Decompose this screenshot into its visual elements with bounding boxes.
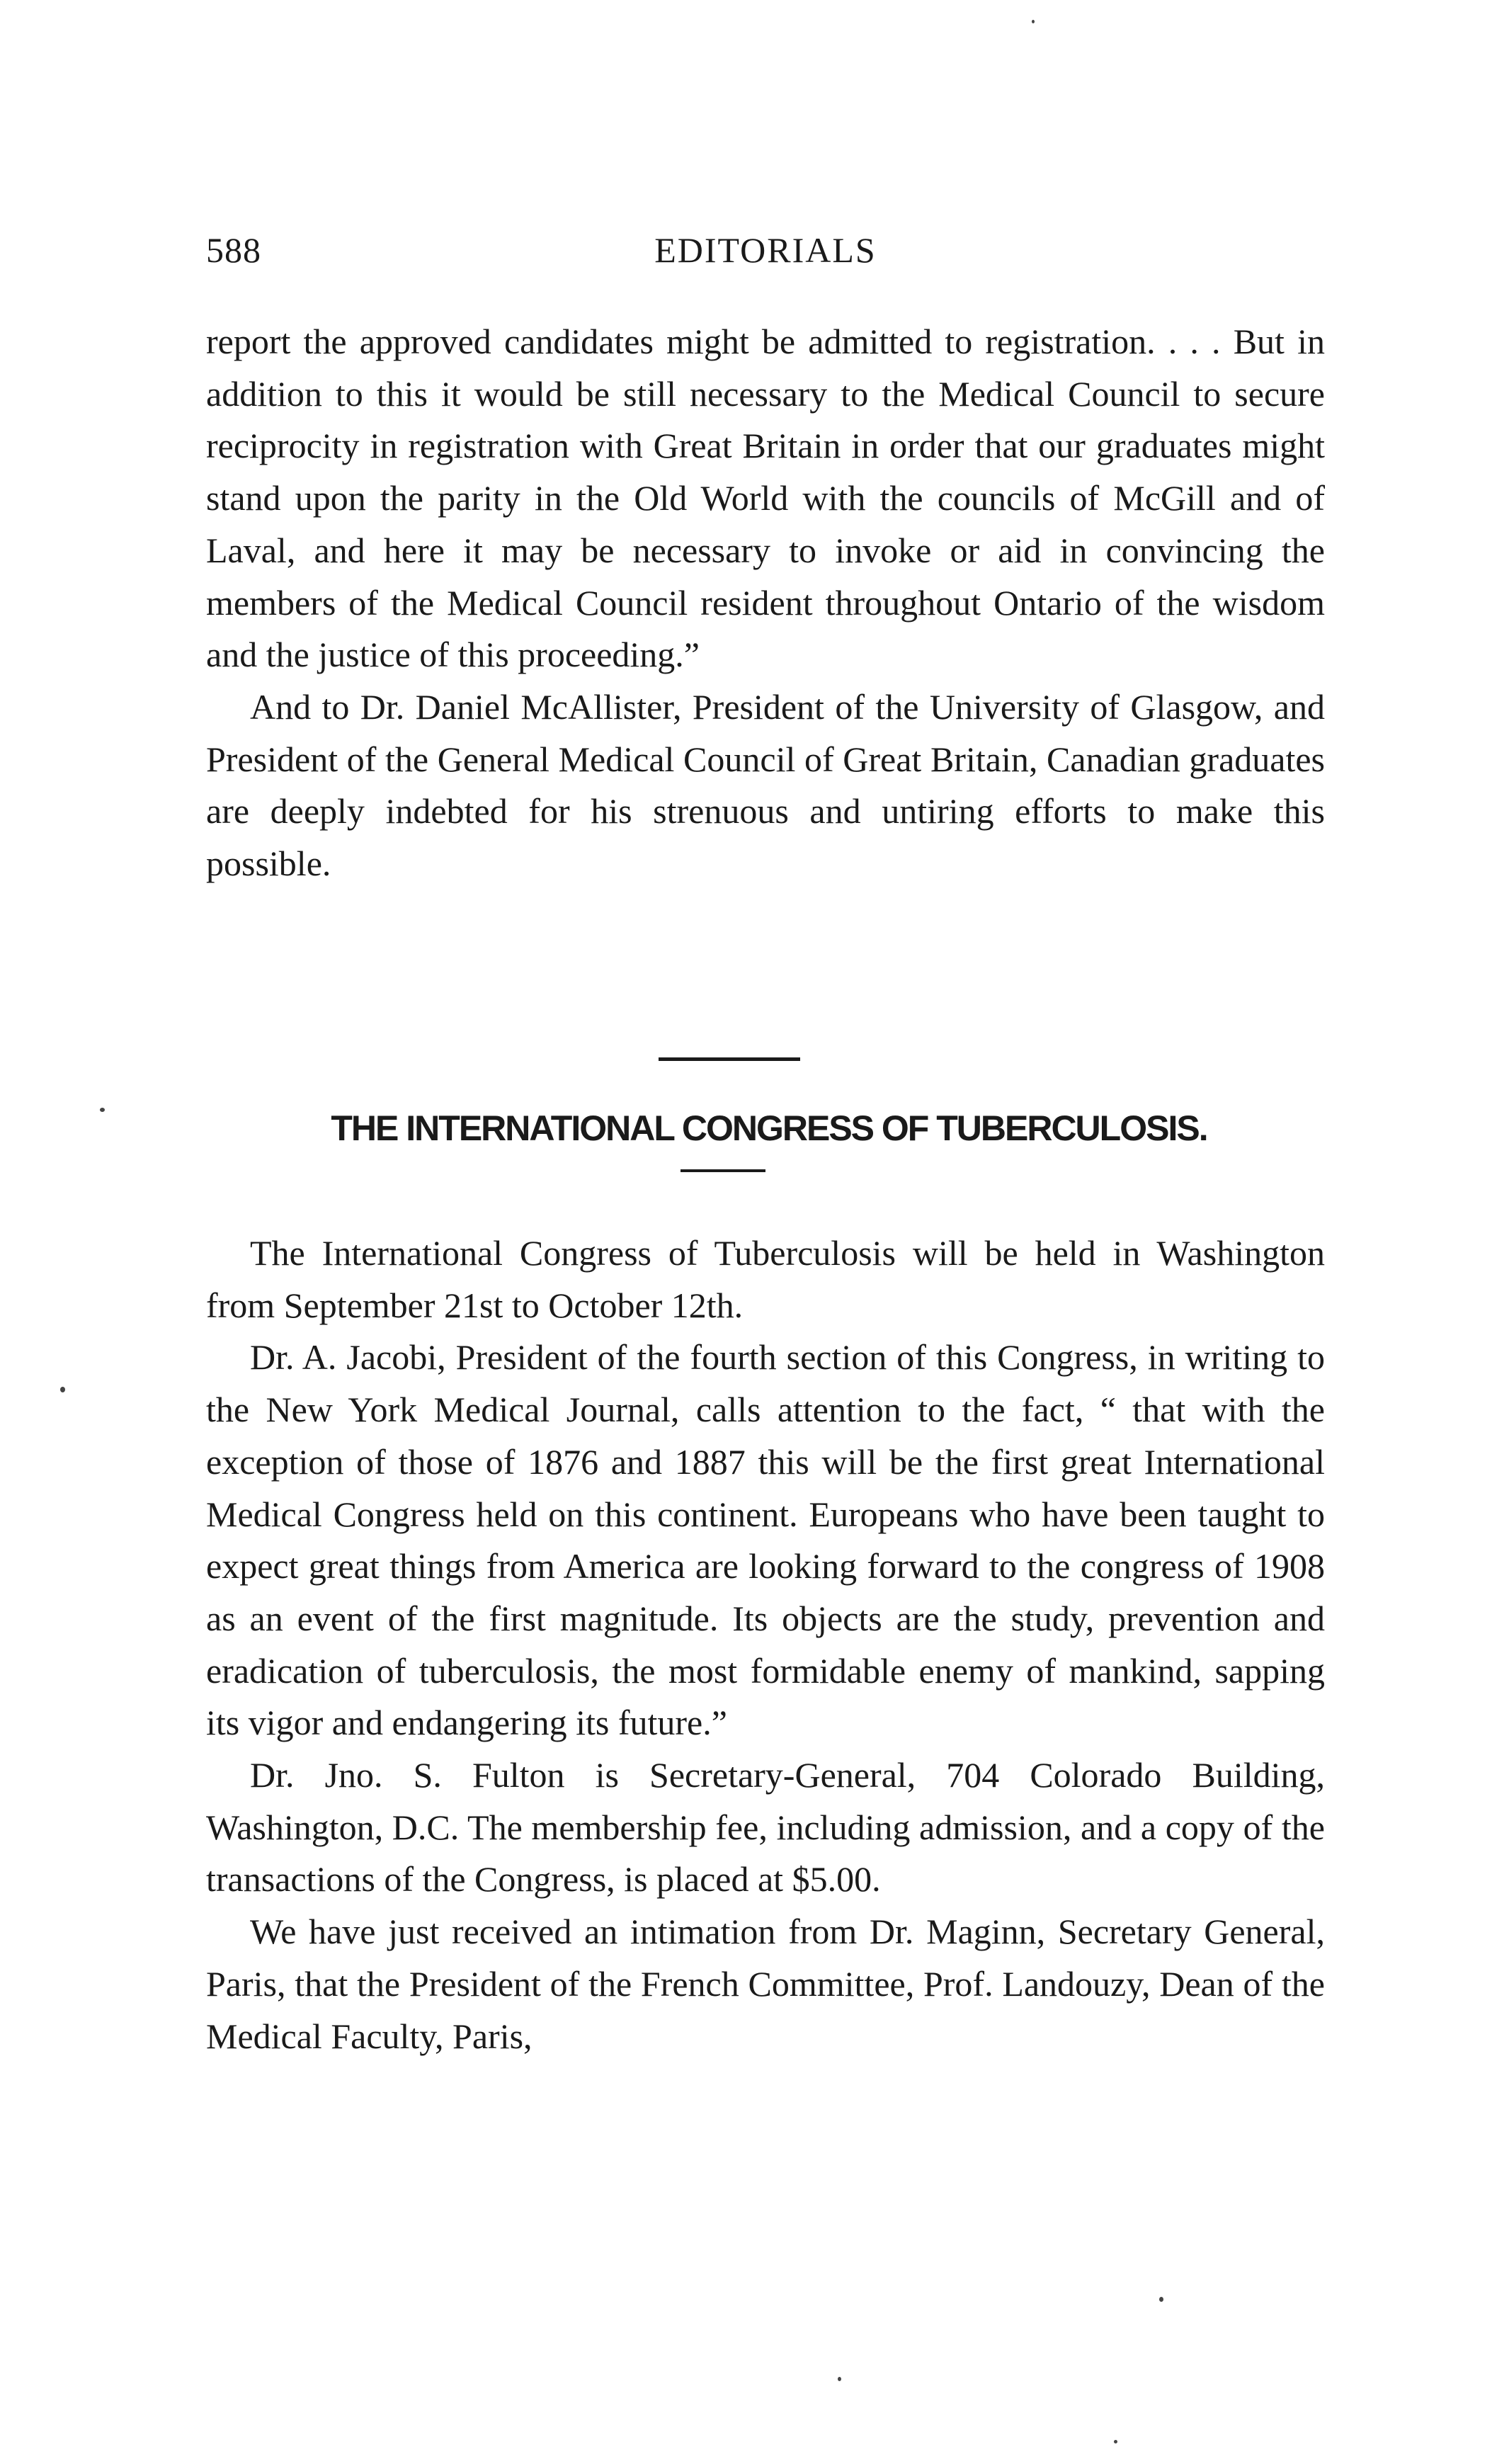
scan-speck bbox=[1159, 2297, 1163, 2302]
paragraph: Dr. Jno. S. Fulton is Secretary-General, 704 Colorado Building, Washington, D.C. The membership fee, including admission, and a copy of the transactions of the Congress, is placed at $5.00. bbox=[206, 1755, 1325, 1900]
heading-underline-rule bbox=[681, 1169, 765, 1172]
scan-speck bbox=[60, 1387, 65, 1392]
scan-speck bbox=[1032, 20, 1035, 23]
scan-speck bbox=[1114, 2440, 1117, 2443]
paragraph: The International Congress of Tuberculosis will be held in Washington from September 21st to October 12th. bbox=[206, 1233, 1325, 1325]
paragraph: We have just received an intimation from Dr. Maginn, Secretary General, Paris, that the President of the French Committee, Prof. Landouzy, Dean of the Medical Faculty, Paris, bbox=[206, 1912, 1325, 2056]
paragraph: And to Dr. Daniel McAllister, President of the University of Glasgow, and President of the General Medical Council of Great Britain, Canadian graduates are deeply indebted for his strenuous and untiring efforts to make this possible. bbox=[206, 686, 1325, 884]
tuberculosis-congress-article bbox=[206, 1227, 1325, 2062]
section-heading: THE INTERNATIONAL CONGRESS OF TUBERCULOSIS. bbox=[331, 1108, 1207, 1148]
running-head bbox=[206, 225, 1325, 275]
paragraph: Dr. A. Jacobi, President of the fourth section of this Congress, in writing to the New York Medical Journal, calls attention to the fact, “ that with the exception of those of 1876 and 1887 this will be the first great International Medical Congress held on this continent. Europeans who have been taught to expect great things from America are looking forward to the congress of 1908 as an event of the first magnitude. Its objects are the study, prevention and eradication of tuberculosis, the most formidable enemy of mankind, sapping its vigor and endangering its future.” bbox=[206, 1337, 1325, 1743]
section-divider bbox=[659, 1057, 800, 1061]
scan-speck bbox=[100, 1108, 105, 1112]
editorial-continuation bbox=[206, 316, 1325, 890]
page-number: 588 bbox=[206, 230, 261, 270]
paragraph: report the approved candidates might be admitted to registration. . . . But in addition to this it would be still necessary to the Medical Council to secure reciprocity in registration with Great Britain in order that our graduates might stand upon the parity in the Old World with the councils of McGill and of Laval, and here it may be necessary to invoke or aid in convincing the members of the Medical Council resident throughout Ontario of the wisdom and the justice of this proceeding.” bbox=[206, 322, 1325, 675]
running-head-title: EDITORIALS bbox=[654, 230, 877, 270]
scan-speck bbox=[838, 2377, 841, 2381]
